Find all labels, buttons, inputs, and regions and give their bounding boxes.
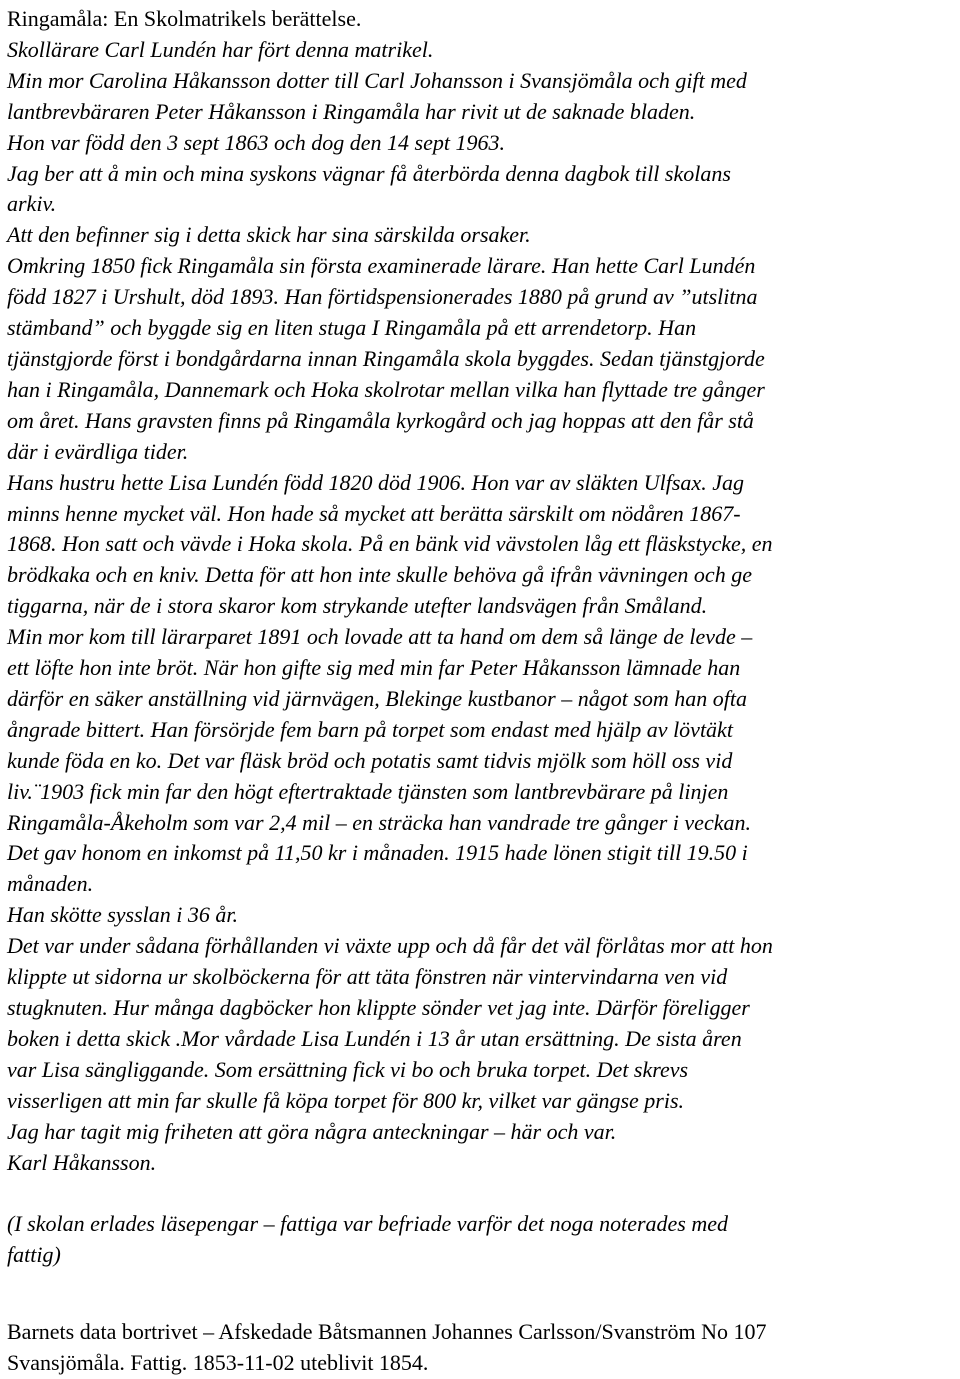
text-line: han i Ringamåla, Dannemark och Hoka skolrotar mellan vilka han flyttade tre gånger bbox=[7, 376, 765, 402]
text-line: ett löfte hon inte bröt. När hon gifte sig med min far Peter Håkansson lämnade han bbox=[7, 655, 741, 681]
text-line: liv.¨1903 fick min far den högt eftertraktade tjänsten som lantbrevbärare på linjen bbox=[7, 778, 729, 804]
text-line: Min mor kom till lärarparet 1891 och lovade att ta hand om dem så länge de levde – bbox=[7, 624, 753, 650]
text-line: minns henne mycket väl. Hon hade så mycket att berätta särskilt om nödåren 1867- bbox=[7, 500, 741, 526]
text-line: tiggarna, när de i stora skaror kom strykande utefter landsvägen från Småland. bbox=[7, 593, 708, 619]
text-line: Hon var född den 3 sept 1863 och dog den 14 sept 1963. bbox=[7, 129, 505, 155]
text-line: Hans hustru hette Lisa Lundén född 1820 död 1906. Hon var av släkten Ulfsax. Jag bbox=[7, 469, 744, 495]
text-line: Det gav honom en inkomst på 11,50 kr i månaden. 1915 hade lönen stigit till 19.50 i bbox=[7, 840, 748, 866]
text-line: ångrade bittert. Han försörjde fem barn på torpet som endast med hjälp av lövtäkt bbox=[7, 716, 733, 742]
text-line: Skollärare Carl Lundén har fört denna matrikel. bbox=[7, 36, 434, 62]
text-line: Ringamåla-Åkeholm som var 2,4 mil – en sträcka han vandrade tre gånger i veckan. bbox=[7, 809, 751, 835]
text-line: Jag ber att å min och mina syskons vägnar få återbörda denna dagbok till skolans bbox=[7, 160, 731, 186]
footer-line: Svansjömåla. Fattig. 1853-11-02 uteblivit 1854. bbox=[7, 1350, 429, 1375]
text-line: tjänstgjorde först i bondgårdarna innan Ringamåla skola byggdes. Sedan tjänstgjorde bbox=[7, 345, 765, 371]
text-line: Att den befinner sig i detta skick har sina särskilda orsaker. bbox=[7, 222, 531, 248]
text-line: om året. Hans gravsten finns på Ringamåla kyrkogård och jag hoppas att den får stå bbox=[7, 407, 754, 433]
text-line: född 1827 i Urshult, död 1893. Han förtidspensionerades 1880 på grund av ”utslitna bbox=[7, 284, 758, 310]
text-line: lantbrevbäraren Peter Håkansson i Ringamåla har rivit ut de saknade bladen. bbox=[7, 98, 696, 124]
text-line: kunde föda en ko. Det var fläsk bröd och potatis samt tidvis mjölk som höll oss vid bbox=[7, 747, 733, 773]
document-title: Ringamåla: En Skolmatrikels berättelse. bbox=[7, 6, 362, 31]
document-footer bbox=[7, 1316, 957, 1378]
footer-line: Barnets data bortrivet – Afskedade Båtsmannen Johannes Carlsson/Svanström No 107 bbox=[7, 1319, 767, 1344]
text-line: månaden. bbox=[7, 871, 94, 897]
text-line: Omkring 1850 fick Ringamåla sin första examinerade lärare. Han hette Carl Lundén bbox=[7, 253, 756, 279]
text-line: där i evärdliga tider. bbox=[7, 438, 189, 464]
spacer bbox=[7, 1178, 957, 1209]
text-line: stämband” och byggde sig en liten stuga I Ringamåla på ett arrendetorp. Han bbox=[7, 315, 697, 341]
signature-line: Karl Håkansson. bbox=[7, 1149, 157, 1175]
text-line: var Lisa sängliggande. Som ersättning fick vi bo och bruka torpet. Det skrevs bbox=[7, 1056, 689, 1082]
text-line: stugknuten. Hur många dagböcker hon klippte sönder vet jag inte. Därför föreligger bbox=[7, 995, 750, 1020]
text-line: visserligen att min far skulle få köpa torpet för 800 kr, vilket var gängse pris. bbox=[7, 1087, 685, 1113]
text-line: brödkaka och en kniv. Detta för att hon inte skulle behöva gå ifrån vävningen och ge bbox=[7, 562, 752, 588]
text-line: boken i detta skick .Mor vårdade Lisa Lundén i 13 år utan ersättning. De sista åren bbox=[7, 1025, 742, 1051]
note-line: (I skolan erlades läsepengar – fattiga var befriade varför det noga noterades med bbox=[7, 1211, 729, 1237]
text-line: klippte ut sidorna ur skolböckerna för att täta fönstren när vintervindarna ven vid bbox=[7, 964, 728, 990]
text-line: Min mor Carolina Håkansson dotter till Carl Johansson i Svansjömåla och gift med bbox=[7, 67, 747, 93]
document-body bbox=[7, 4, 957, 1271]
text-line: Han skötte sysslan i 36 år. bbox=[7, 902, 238, 928]
text-line: Jag har tagit mig friheten att göra några anteckningar – här och var. bbox=[7, 1118, 617, 1144]
text-line: arkiv. bbox=[7, 191, 57, 217]
note-line: fattig) bbox=[7, 1242, 61, 1268]
text-line: därför en säker anställning vid järnvägen, Blekinge kustbanor – något som han ofta bbox=[7, 685, 747, 711]
text-line: 1868. Hon satt och vävde i Hoka skola. På en bänk vid vävstolen låg ett fläskstycke, en bbox=[7, 531, 773, 557]
text-line: Det var under sådana förhållanden vi växte upp och då får det väl förlåtas mor att hon bbox=[7, 933, 773, 959]
